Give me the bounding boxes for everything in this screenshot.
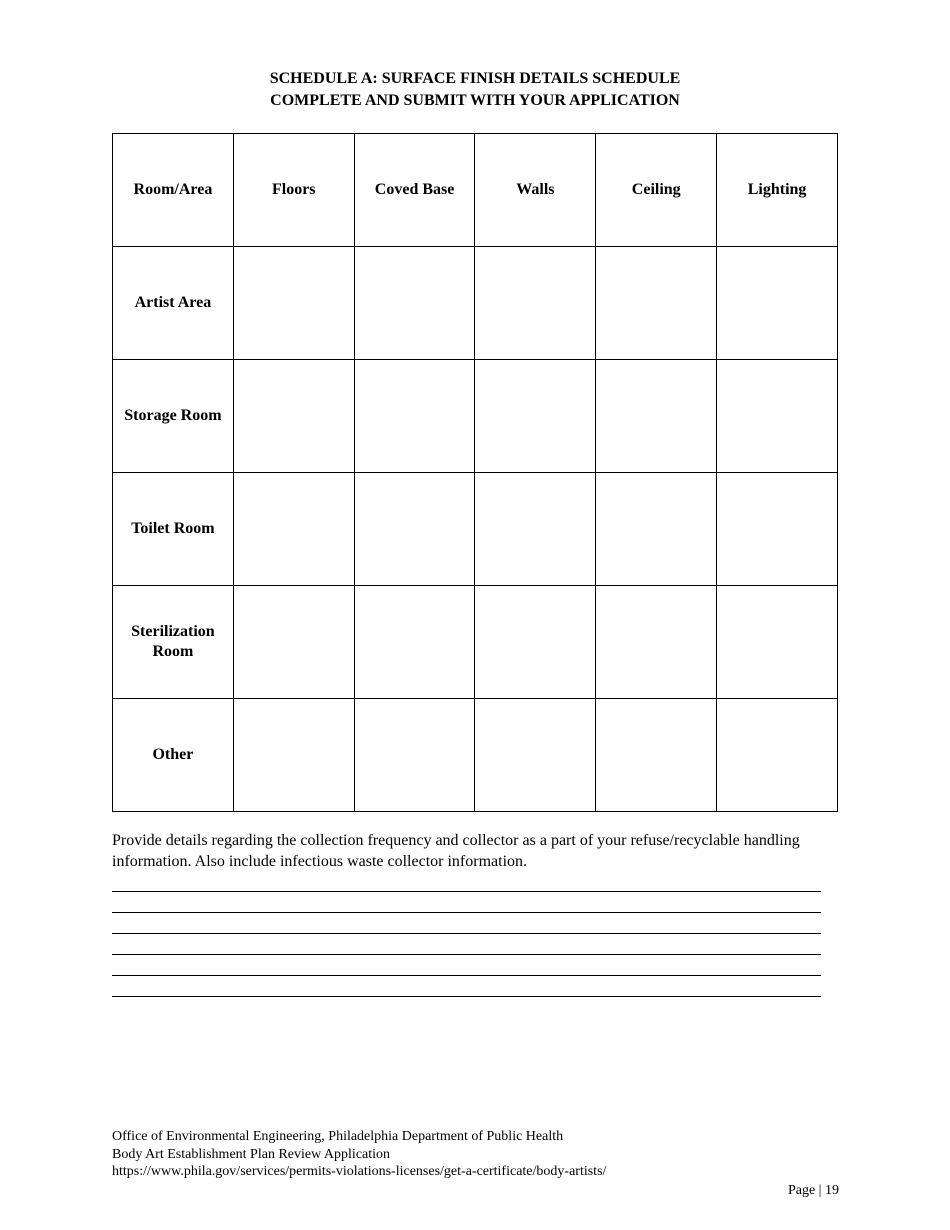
artist-area-ceiling-cell[interactable] bbox=[596, 247, 717, 360]
footer-application-name: Body Art Establishment Plan Review Application bbox=[112, 1146, 391, 1162]
other-ceiling-cell[interactable] bbox=[596, 699, 717, 812]
sterilization-room-floors-cell[interactable] bbox=[233, 586, 354, 699]
storage-room-walls-cell[interactable] bbox=[475, 360, 596, 473]
answer-line-2[interactable] bbox=[112, 912, 821, 913]
footer-office: Office of Environmental Engineering, Philadelphia Department of Public Health bbox=[112, 1129, 564, 1144]
other-coved-base-cell[interactable] bbox=[354, 699, 475, 812]
row-label-artist-area: Artist Area bbox=[113, 247, 234, 360]
row-label-storage-room: Storage Room bbox=[113, 360, 234, 473]
other-lighting-cell[interactable] bbox=[717, 699, 838, 812]
table-row bbox=[113, 699, 838, 812]
footer-url: https://www.phila.gov/services/permits-violations-licenses/get-a-certificate/body-artists/ bbox=[112, 1164, 607, 1179]
sterilization-room-lighting-cell[interactable] bbox=[717, 586, 838, 699]
table-row bbox=[113, 247, 838, 360]
page-number: Page | 19 bbox=[787, 1183, 839, 1198]
toilet-room-walls-cell[interactable] bbox=[475, 473, 596, 586]
column-header-lighting: Lighting bbox=[717, 134, 838, 247]
artist-area-floors-cell[interactable] bbox=[233, 247, 354, 360]
page-footer bbox=[112, 1128, 606, 1181]
toilet-room-lighting-cell[interactable] bbox=[717, 473, 838, 586]
artist-area-lighting-cell[interactable] bbox=[717, 247, 838, 360]
other-floors-cell[interactable] bbox=[233, 699, 354, 812]
schedule-subtitle: COMPLETE AND SUBMIT WITH YOUR APPLICATION bbox=[270, 92, 680, 109]
storage-room-coved-base-cell[interactable] bbox=[354, 360, 475, 473]
toilet-room-coved-base-cell[interactable] bbox=[354, 473, 475, 586]
storage-room-ceiling-cell[interactable] bbox=[596, 360, 717, 473]
sterilization-room-coved-base-cell[interactable] bbox=[354, 586, 475, 699]
column-header-walls: Walls bbox=[475, 134, 596, 247]
storage-room-lighting-cell[interactable] bbox=[717, 360, 838, 473]
schedule-title: SCHEDULE A: SURFACE FINISH DETAILS SCHEDULE bbox=[269, 70, 681, 87]
toilet-room-floors-cell[interactable] bbox=[233, 473, 354, 586]
row-label-sterilization-room: Sterilization Room bbox=[113, 586, 234, 699]
surface-finish-table bbox=[112, 133, 838, 812]
table-row bbox=[113, 586, 838, 699]
column-header-coved-base: Coved Base bbox=[354, 134, 475, 247]
column-header-ceiling: Ceiling bbox=[596, 134, 717, 247]
storage-room-floors-cell[interactable] bbox=[233, 360, 354, 473]
artist-area-coved-base-cell[interactable] bbox=[354, 247, 475, 360]
artist-area-walls-cell[interactable] bbox=[475, 247, 596, 360]
table-row bbox=[113, 360, 838, 473]
sterilization-room-ceiling-cell[interactable] bbox=[596, 586, 717, 699]
other-walls-cell[interactable] bbox=[475, 699, 596, 812]
refuse-handling-instructions: Provide details regarding the collection frequency and collector as a part of your refuse/recyclable handling information. Also include infectious waste collector information. bbox=[112, 832, 800, 870]
table-row bbox=[113, 473, 838, 586]
table-header-row bbox=[113, 134, 838, 247]
row-label-other: Other bbox=[113, 699, 234, 812]
column-header-room-area: Room/Area bbox=[113, 134, 234, 247]
answer-line-3[interactable] bbox=[112, 933, 821, 934]
answer-line-1[interactable] bbox=[112, 891, 821, 892]
answer-line-5[interactable] bbox=[112, 975, 821, 976]
sterilization-room-walls-cell[interactable] bbox=[475, 586, 596, 699]
answer-line-4[interactable] bbox=[112, 954, 821, 955]
answer-line-6[interactable] bbox=[112, 996, 821, 997]
toilet-room-ceiling-cell[interactable] bbox=[596, 473, 717, 586]
column-header-floors: Floors bbox=[233, 134, 354, 247]
row-label-toilet-room: Toilet Room bbox=[113, 473, 234, 586]
